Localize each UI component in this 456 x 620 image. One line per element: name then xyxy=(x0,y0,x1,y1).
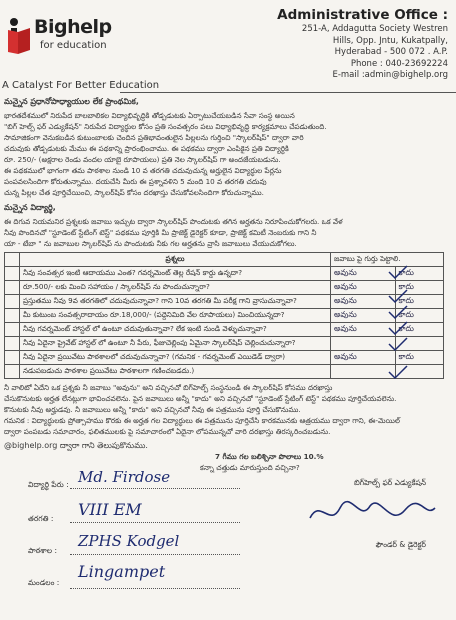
question-text: ప్రస్తుతము నీవు 9వ తరగతిలో చదువుచున్నావా? గాని 10వ తరగతి మీ పరీక్ష గాని వ్రాసుచున్నావా? xyxy=(20,295,331,309)
address-line-2: Hills, Opp. Jntu, Kukatpally, xyxy=(332,35,448,46)
organization-signature-label: బిగ్‌హెల్ప్ ఫర్ ఎడ్యుకేషన్ xyxy=(353,478,426,487)
table-header-questions: ప్రశ్నలు xyxy=(20,253,331,267)
question-text: రూ.500/- లకు మించి సహాయం / స్కాలర్‌షిప్ ను పొందుచున్నారా? xyxy=(20,281,331,295)
footer-note-email: @bighelp.org ద్వారా గాని తెలుపుకొనుము. xyxy=(4,441,148,450)
tagline: A Catalyst For Better Education xyxy=(2,80,160,91)
mandal-value[interactable]: Lingampet xyxy=(78,562,166,581)
intro-line: "బిగ్ హెల్ప్ ఫర్ ఎడ్యుకేషన్" నిరుపేద విద్యార్థుల కోసం ప్రతి సంవత్సరం పలు విధ్యాభివృద్ధి కార్యక్రమాలు చేపడుతుంది. xyxy=(4,122,327,131)
answer-no[interactable]: కాదు xyxy=(395,267,443,281)
student-line: ఈ దిగువ నియమనిర ప్రశ్నలకు జవాబు ఇచ్చుట ద్వారా స్కాలర్‌షిప్ పొందుటకు తగిన అర్హతను నిరూపించుకోగలరు. ఒక వేళ xyxy=(4,217,343,226)
footer-note: గమనిక : విద్యార్థులకు ప్రోత్సాహము కొరకు ఈ అర్హత గల విద్యార్థులు ఈ పత్రమును పూర్తిచేసి కారకమునకు ఆత్రయము ద్వారా గాని, ఈ-మెయిల్ xyxy=(4,416,400,425)
question-text: నీవు ఏదైనా ప్రైవేట్ హాస్టల్ లో ఉంటూ నీ పేరు, ఫీజుచెల్లింపు ఏమైనా స్కాలర్‌షిప్ చెల్లించుచున్నారా? xyxy=(20,337,331,351)
table-row xyxy=(5,351,444,365)
answer-no[interactable]: కాదు xyxy=(395,309,443,323)
answer-yes[interactable]: అవును xyxy=(331,351,396,365)
answer-no[interactable]: కాదు xyxy=(395,351,443,365)
footer-right-note-2: కన్నా చత్తుడు మారుస్తుంది వచ్చినా? xyxy=(200,463,300,472)
footer-note: ద్వారా పంపబడు సమాచారం, ఫలితములకు పై సమాచారంలో ఏదైనా లోపమున్నచో వారి దరఖాస్తు తిరస్కరించబడును. xyxy=(4,427,331,436)
questions-table xyxy=(4,252,444,379)
footer-right-note: 7 గీము గల బలిశ్చినా పొలాలు 10.% xyxy=(215,452,324,461)
question-text: మీ కుటుంబ సంవత్సరాదాయం రూ.18,000/- (పద్దెనిమిది వేల రూపాయలు) మించియున్నదా? xyxy=(20,309,331,323)
intro-line: ఈ పథకములో భాగంగా తమ పాఠశాల నుండి 10 వ తరగతి చదువుచున్న అర్హులైన విద్యార్థుల పేర్లను xyxy=(4,166,282,175)
dotted-line xyxy=(70,522,240,523)
table-row xyxy=(5,365,444,379)
office-address xyxy=(248,6,448,82)
intro-line: చున్న పిల్లల చేత పూర్తిచేయించి, స్కాలర్‌షిప్ కోసం దరఖాస్తు చేసుకోవలసిందిగా కోరుచున్నాము. xyxy=(4,188,264,197)
answer-no[interactable]: కాదు xyxy=(395,323,443,337)
class-label: తరగతి : xyxy=(28,514,54,523)
school-label: పాఠశాల : xyxy=(28,546,58,555)
student-name-value[interactable]: Md. Firdose xyxy=(78,468,171,486)
founder-label: ఫౌండర్ & డైరెక్టర్ xyxy=(375,540,426,549)
answer-yes[interactable]: అవును xyxy=(331,267,396,281)
intro-heading: మన్నైన ప్రధానోపాధ్యాయుల లేక ప్రాంథమిక, xyxy=(4,97,139,106)
book-person-icon xyxy=(6,16,32,56)
intro-line: చదువుకు తోడ్పడుటకు మేము ఈ పథకాన్ని ప్రారంభించాము. ఈ పథకము ద్వారా ఎంపికైన ప్రతి విద్యార్థికి xyxy=(4,144,289,153)
address-line-3: Hyderabad - 500 072 . A.P. xyxy=(334,47,448,57)
student-name-label: విద్యార్థి పేరు : xyxy=(28,480,69,489)
header-divider xyxy=(120,92,456,93)
brand-name: Bighelp xyxy=(34,16,112,38)
answer-yes[interactable]: అవును xyxy=(331,281,396,295)
answer-tick-marks xyxy=(385,252,425,382)
bighelp-logo xyxy=(4,6,214,86)
school-value[interactable]: ZPHS Kodgel xyxy=(78,532,180,550)
answer-no[interactable]: కాదు xyxy=(395,295,443,309)
question-text: నడుపబడుచు పాఠశాల ప్రయివేటు పాఠశాలగా గణించబడదు.) xyxy=(20,365,331,379)
footer-note: నీ వాలిటో ఏదేని ఒక ప్రశ్నకు నీ జవాబు "అవును" అని వచ్చినచో బిగ్‌హెల్ప్ సంస్థనుండి ఈ స్కాలర్‌షిప్ కోసము దరఖాస్తు xyxy=(4,383,333,392)
intro-line: పంపవలసిందిగా కోరుతున్నాము. దయచేసి మీరు ఈ ప్రశ్నావళిని 5 మంది 10 వ తరగతి చదువు xyxy=(4,177,267,186)
brand-subtitle: for education xyxy=(40,40,107,51)
question-text: నీవు సంవత్సర ఇంటి ఆదాయము ఎంత? గవర్నమెంట్ తెల్ల రేషన్ కార్డు ఉన్నదా? xyxy=(20,267,331,281)
office-title: Administrative Office : xyxy=(277,7,448,23)
dotted-line xyxy=(70,588,240,589)
intro-line: భారతదేశములో నిరుపేద బాలబాలికల విద్యాభివృద్ధికి తోడ్పడుటకు ఏర్పాటుచేయబడిన సేవా సంస్థ అయిన xyxy=(4,111,295,120)
table-header-row xyxy=(5,253,444,267)
phone-number: Phone : 040-23692224 xyxy=(350,58,448,69)
dotted-line xyxy=(70,488,240,489)
footer-note: చేసుకొనుటకు అర్హత లేనట్లుగా భావించవలెను. పైన జవాబులు అన్నీ "కాదు" అని వచ్చినచో "స్టూడెంట్ స్టేటింగ్ టెస్ట్" పథకము పూర్తిచేయవలెను. xyxy=(4,394,397,403)
table-row xyxy=(5,309,444,323)
address-line-1: 251-A, Addagutta Society Westren xyxy=(301,24,448,34)
footer-note: కొనుటకు నీవు అర్హుడవు. నీ జవాబులు అన్నీ "కాదు" అని వచ్చినచో నీవు ఈ పత్రమును పూర్తి చేసుకొనుము. xyxy=(4,405,301,414)
answer-no[interactable]: కాదు xyxy=(395,281,443,295)
student-line: యా - టేబా " ను జవాబుల స్కాలర్‌షిప్ ను పొందుటకు నీకు గల అర్హతను వ్రాసి జవాబులు వేయుచుకోగలు. xyxy=(4,239,297,248)
table-row xyxy=(5,337,444,351)
answer-yes[interactable]: అవును xyxy=(331,295,396,309)
question-text: నీవు గవర్నమెంట్ హాస్టల్ లో ఉంటూ చదువుతున్నావా? లేక ఇంటి నుండి వెళ్ళుచున్నావా? xyxy=(20,323,331,337)
mandal-label: మండలం : xyxy=(28,578,60,587)
answer-yes[interactable]: అవును xyxy=(331,309,396,323)
handwritten-signature xyxy=(300,488,440,538)
table-row xyxy=(5,323,444,337)
class-value[interactable]: VIII EM xyxy=(78,500,142,519)
table-row xyxy=(5,267,444,281)
intro-line: రూ. 250/- (అక్షరాల రెండు వందల యాబై రూపాయలు) ప్రతి నెల స్కాలర్‌షిప్ గా అందజేయబడును. xyxy=(4,155,281,164)
question-text: నీవు ఏదైనా ప్రయివేటు పాఠశాలలో చదువుచున్నావా? (గమనిక - గవర్నమెంట్ ఎయిడెడ్ ద్వారా) xyxy=(20,351,331,365)
email-address: E-mail :admin@bighelp.org xyxy=(332,70,448,80)
table-row xyxy=(5,295,444,309)
student-line: నీవు పొందినచో "స్టూడెంట్ స్టేటింగ్ టెస్ట్" పథకము పూర్తికి మీ ప్రాజెక్ట్ డైరెక్టర్ కూడా, ప్రాజెక్ట్ కమిటీ నెంబరుకు గాని నీ xyxy=(4,228,317,237)
student-heading: మన్నైన విద్యార్థి, xyxy=(4,203,56,212)
table-header-answer: జవాబు పై గుర్తు పెట్టాలి. xyxy=(331,253,444,267)
dotted-line xyxy=(70,554,240,555)
answer-yes[interactable]: అవును xyxy=(331,323,396,337)
intro-line: సామాజికంగా వెనుకబడిన కుటుంబాలకు చెందిన ప్రతిభావంతులైన పిల్లలను గుర్తించి "స్కాలర్‌షిప్" ద్వారా వారి xyxy=(4,133,304,142)
table-row xyxy=(5,281,444,295)
